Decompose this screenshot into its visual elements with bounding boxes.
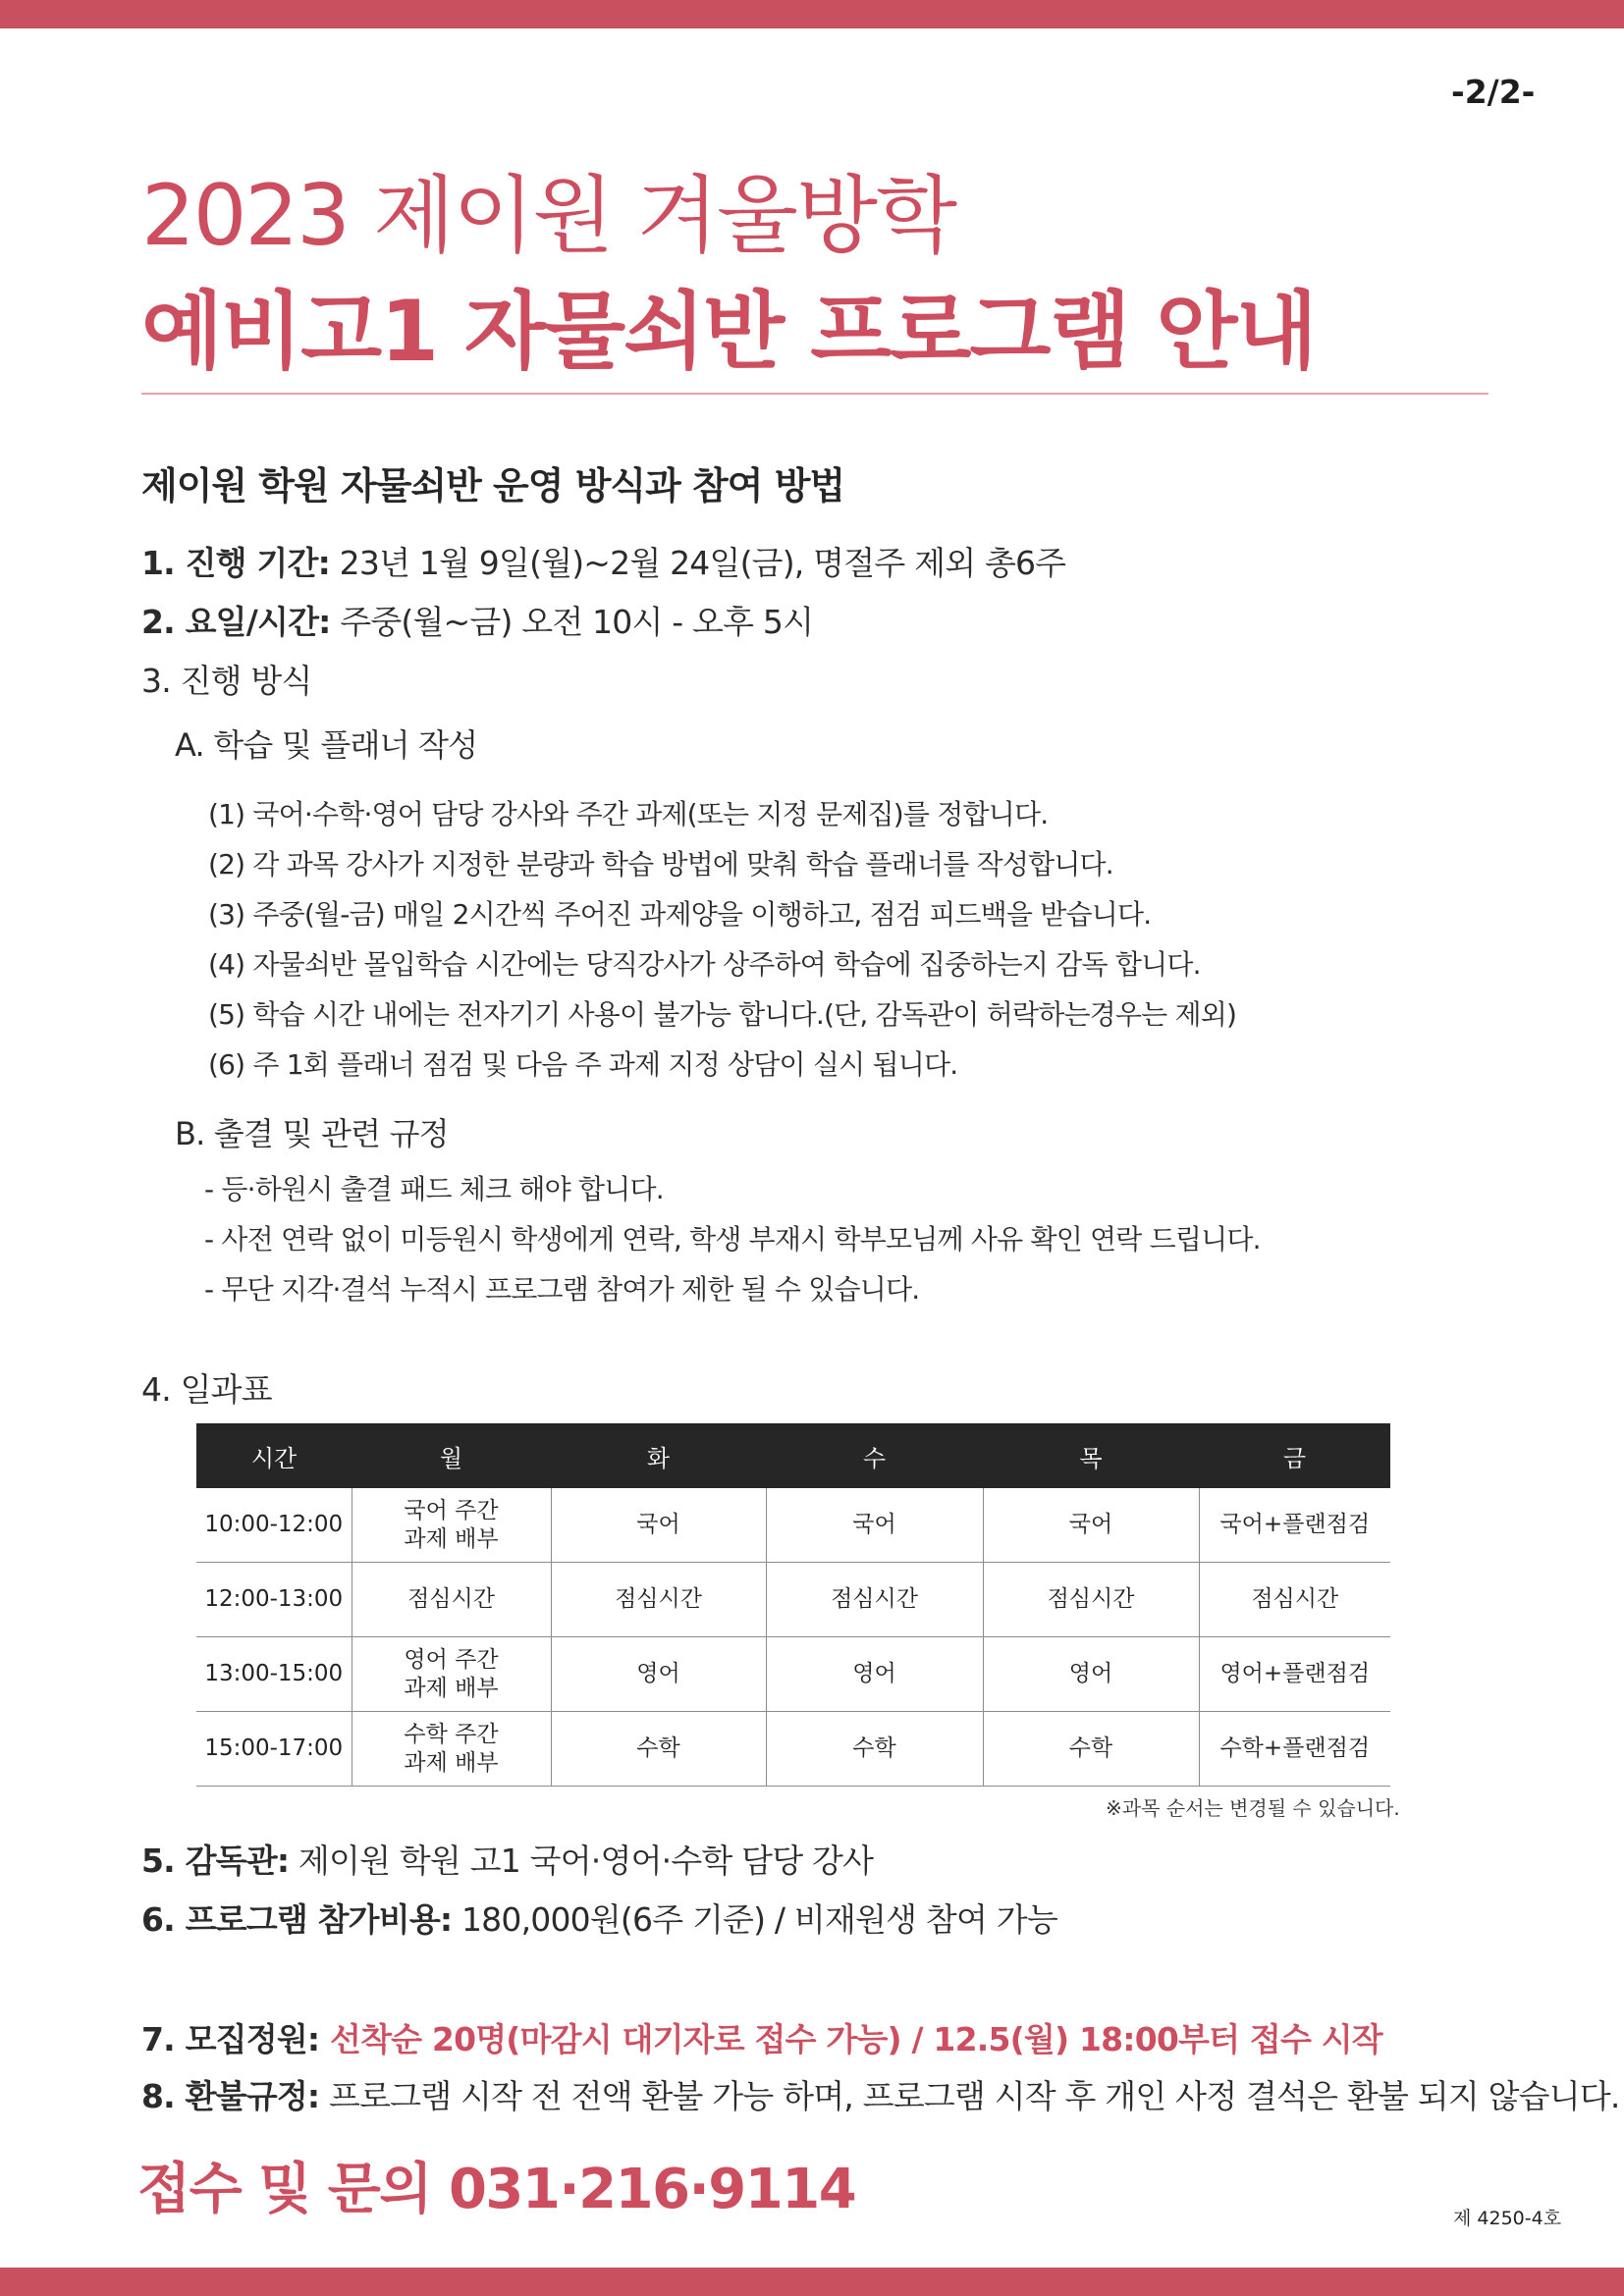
- schedule-cell: 국어: [983, 1488, 1199, 1563]
- period-label: 1. 진행 기간:: [141, 544, 330, 582]
- schedule-cell: 영어 주간 과제 배부: [352, 1637, 551, 1712]
- schedule-note: ※과목 순서는 변경될 수 있습니다.: [1106, 1796, 1400, 1820]
- period-value: 23년 1월 9일(월)~2월 24일(금), 명절주 제외 총6주: [329, 544, 1066, 582]
- schedule-cell: 점심시간: [352, 1563, 551, 1637]
- schedule-cell: 수학 주간 과제 배부: [352, 1712, 551, 1787]
- bottom-accent-bar: [0, 2268, 1624, 2296]
- supervisor-value: 제이원 학원 고1 국어·영어·수학 담당 강사: [289, 1842, 874, 1880]
- method-item: 3. 진행 방식: [141, 662, 312, 700]
- top-accent-bar: [0, 0, 1624, 28]
- refund-item: [141, 2071, 1620, 2117]
- method-a-item-1: (1) 국어·수학·영어 담당 강사와 주간 과제(또는 지정 문제집)를 정합니다.: [208, 798, 1049, 830]
- schedule-cell: 영어+플랜점검: [1199, 1637, 1390, 1712]
- method-b-item-3: - 무단 지각·결석 누적시 프로그램 참여가 제한 될 수 있습니다.: [204, 1273, 920, 1306]
- schedule-row: [196, 1488, 1390, 1563]
- schedule-cell: 국어+플랜점검: [1199, 1488, 1390, 1563]
- schedule-header-row: [196, 1423, 1390, 1488]
- method-a-heading: A. 학습 및 플래너 작성: [175, 726, 478, 764]
- recruit-item: [141, 2014, 1382, 2060]
- schedule-time-cell: 13:00-15:00: [196, 1637, 352, 1712]
- fee-item: [141, 1895, 1057, 1941]
- supervisor-item: [141, 1836, 873, 1882]
- schedule-cell: 영어: [551, 1637, 766, 1712]
- schedule-header-cell: 목: [983, 1423, 1199, 1488]
- refund-value: 프로그램 시작 전 전액 환불 가능 하며, 프로그램 시작 후 개인 사정 결석은 환불 되지 않습니다.: [319, 2077, 1620, 2115]
- schedule-cell: 점심시간: [1199, 1563, 1390, 1637]
- schedule-header-cell: 월: [352, 1423, 551, 1488]
- schedule-cell: 영어: [983, 1637, 1199, 1712]
- method-a-item-5: (5) 학습 시간 내에는 전자기기 사용이 불가능 합니다.(단, 감독관이 허락하는경우는 제외): [208, 998, 1237, 1031]
- page-title-line2: 예비고1 자물쇠반 프로그램 안내: [141, 283, 1316, 381]
- time-item: [141, 597, 813, 643]
- schedule-row: [196, 1563, 1390, 1637]
- schedule-cell: 국어: [551, 1488, 766, 1563]
- fee-label: 6. 프로그램 참가비용:: [141, 1900, 453, 1939]
- page-number: -2/2-: [1451, 73, 1536, 111]
- method-b-item-1: - 등·하원시 출결 패드 체크 해야 합니다.: [204, 1173, 664, 1205]
- method-b-heading: B. 출결 및 관련 규정: [175, 1115, 449, 1152]
- method-a-item-6: (6) 주 1회 플래너 점검 및 다음 주 과제 지정 상담이 실시 됩니다.: [208, 1048, 958, 1081]
- time-value: 주중(월~금) 오전 10시 - 오후 5시: [330, 603, 814, 641]
- schedule-time-cell: 15:00-17:00: [196, 1712, 352, 1787]
- schedule-row: [196, 1637, 1390, 1712]
- method-a-item-4: (4) 자물쇠반 몰입학습 시간에는 당직강사가 상주하여 학습에 집중하는지 감독 합니다.: [208, 948, 1201, 981]
- schedule-cell: 점심시간: [766, 1563, 983, 1637]
- schedule-cell: 수학: [766, 1712, 983, 1787]
- schedule-heading: 4. 일과표: [141, 1370, 272, 1409]
- refund-label: 8. 환불규정:: [141, 2077, 320, 2115]
- recruit-value: 선착순 20명(마감시 대기자로 접수 가능) / 12.5(월) 18:00부터 접수 시작: [319, 2020, 1382, 2058]
- schedule-time-cell: 12:00-13:00: [196, 1563, 352, 1637]
- schedule-row: [196, 1712, 1390, 1787]
- method-a-item-2: (2) 각 과목 강사가 지정한 분량과 학습 방법에 맞춰 학습 플래너를 작성합니다.: [208, 848, 1113, 881]
- period-item: [141, 538, 1065, 584]
- schedule-header-cell: 금: [1199, 1423, 1390, 1488]
- title-divider: [141, 393, 1489, 395]
- fee-value: 180,000원(6주 기준) / 비재원생 참여 가능: [452, 1900, 1057, 1939]
- supervisor-label: 5. 감독관:: [141, 1842, 290, 1880]
- registration-number: 제 4250-4호: [1453, 2208, 1562, 2229]
- schedule-cell: 영어: [766, 1637, 983, 1712]
- time-label: 2. 요일/시간:: [141, 603, 331, 641]
- schedule-time-cell: 10:00-12:00: [196, 1488, 352, 1563]
- schedule-header-cell: 시간: [196, 1423, 352, 1488]
- schedule-cell: 수학: [551, 1712, 766, 1787]
- method-b-item-2: - 사전 연락 없이 미등원시 학생에게 연락, 학생 부재시 학부모님께 사유 확인 연락 드립니다.: [204, 1223, 1261, 1255]
- schedule-header-cell: 화: [551, 1423, 766, 1488]
- schedule-cell: 점심시간: [551, 1563, 766, 1637]
- method-a-item-3: (3) 주중(월-금) 매일 2시간씩 주어진 과제양을 이행하고, 점검 피드백을 받습니다.: [208, 898, 1152, 931]
- schedule-table: [196, 1423, 1390, 1787]
- schedule-cell: 점심시간: [983, 1563, 1199, 1637]
- page-title-line1: 2023 제이원 겨울방학: [141, 167, 956, 265]
- section-heading: 제이원 학원 자물쇠반 운영 방식과 참여 방법: [141, 464, 845, 507]
- recruit-label: 7. 모집정원:: [141, 2020, 320, 2058]
- schedule-cell: 수학: [983, 1712, 1199, 1787]
- schedule-header-cell: 수: [766, 1423, 983, 1488]
- schedule-cell: 수학+플랜점검: [1199, 1712, 1390, 1787]
- schedule-cell: 국어: [766, 1488, 983, 1563]
- contact-phone: 접수 및 문의 031·216·9114: [137, 2158, 856, 2221]
- schedule-cell: 국어 주간 과제 배부: [352, 1488, 551, 1563]
